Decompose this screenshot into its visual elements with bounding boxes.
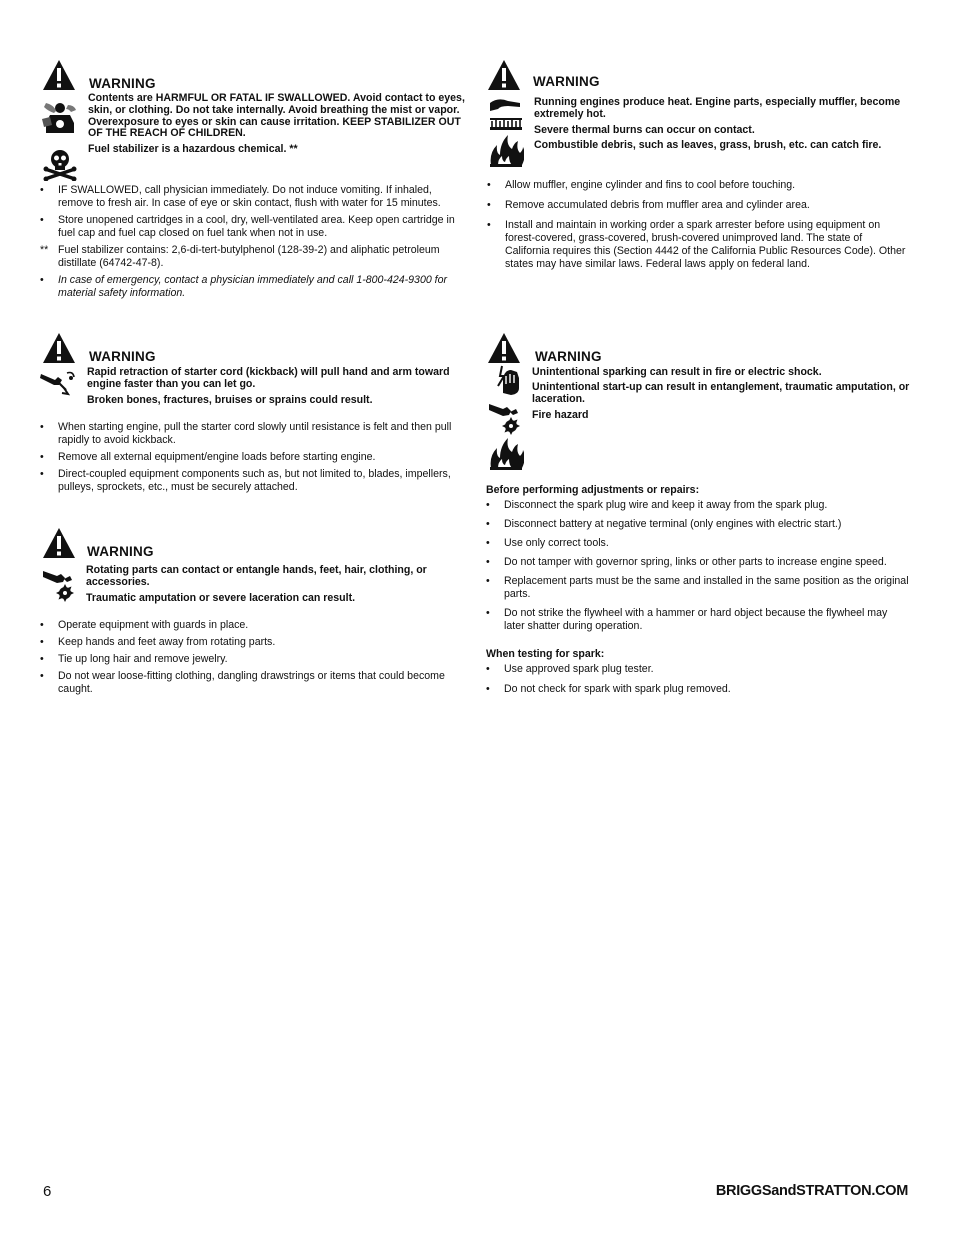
bullet-list bbox=[40, 184, 470, 304]
warning-block-kickback bbox=[40, 332, 470, 502]
warning-triangle-icon bbox=[487, 59, 521, 91]
warning-triangle-icon bbox=[42, 59, 76, 91]
warning-block-sparking bbox=[486, 332, 912, 712]
bullet-list bbox=[40, 619, 470, 700]
skull-crossbones-icon bbox=[42, 145, 78, 181]
warning-text: Contents are HARMFUL OR FATAL IF SWALLOWED. Avoid contact to eyes, skin, or clothing. Do not take internally. Avoid breathing the mist or vapor. Overexposure to eyes or skin can cause irritation. KEEP STABILIZER OUT OF THE REACH OF CHILDREN. bbox=[88, 92, 465, 140]
chemical-hazard-icon bbox=[40, 99, 80, 135]
warning-title: WARNING bbox=[89, 349, 156, 364]
rotating-parts-icon bbox=[42, 567, 78, 603]
entanglement-icon bbox=[488, 400, 524, 436]
warning-text: Unintentional start-up can result in entanglement, traumatic amputation, or laceration. bbox=[532, 381, 910, 405]
list-item: • Do not tamper with governor spring, links or other parts to increase engine speed. bbox=[486, 556, 887, 568]
bullet-list bbox=[486, 499, 910, 637]
list-item: • In case of emergency, contact a physician immediately and call 1-800-424-9300 for material safety information. bbox=[40, 274, 448, 299]
warning-block-rotating bbox=[40, 527, 470, 702]
warning-title: WARNING bbox=[89, 76, 156, 91]
warning-block-heat bbox=[487, 59, 912, 279]
bullet-list bbox=[487, 179, 907, 275]
list-item: • Remove all external equipment/engine loads before starting engine. bbox=[40, 451, 376, 463]
page-number: 6 bbox=[43, 1183, 52, 1200]
kickback-hand-icon bbox=[40, 368, 76, 398]
warning-block-swallow bbox=[40, 59, 470, 309]
list-item: • Install and maintain in working order a spark arrester before using equipment on forest-covered, grass-covered, brush-covered unimproved land. The state of California requires this (Section 4442 of the California Public Resources Code). Other states may have similar laws. Federal laws apply on federal land. bbox=[487, 219, 906, 270]
list-item: • IF SWALLOWED, call physician immediately. Do not induce vomiting. If inhaled, remove to fresh air. In case of eye or skin contact, flush with water for 15 minutes. bbox=[40, 184, 441, 209]
list-item: • Use only correct tools. bbox=[486, 537, 609, 549]
hot-surface-icon bbox=[488, 97, 524, 131]
list-item: • Remove accumulated debris from muffler area and cylinder area. bbox=[487, 199, 810, 211]
bullet-list bbox=[486, 663, 910, 700]
warning-text: Running engines produce heat. Engine parts, especially muffler, become extremely hot. bbox=[534, 96, 901, 120]
list-item: • Use approved spark plug tester. bbox=[486, 663, 654, 675]
list-item: • Do not strike the flywheel with a hammer or hard object because the flywheel may later shatter during operation. bbox=[486, 607, 888, 632]
list-item: ** Fuel stabilizer contains: 2,6-di-tert-butylphenol (128-39-2) and aliphatic petroleum distillate (64742-47-8). bbox=[40, 244, 440, 269]
fire-icon bbox=[488, 133, 524, 167]
list-item: • Tie up long hair and remove jewelry. bbox=[40, 653, 228, 665]
fire-icon bbox=[488, 436, 524, 470]
list-item: • Replacement parts must be the same and installed in the same position as the original parts. bbox=[486, 575, 909, 600]
warning-text: Rotating parts can contact or entangle hands, feet, hair, clothing, or accessories. bbox=[86, 564, 427, 588]
section-subheading: Before performing adjustments or repairs: bbox=[486, 484, 700, 496]
warning-text: Traumatic amputation or severe laceration can result. bbox=[86, 592, 356, 604]
list-item: • Allow muffler, engine cylinder and fins to cool before touching. bbox=[487, 179, 796, 191]
list-item: • When starting engine, pull the starter cord slowly until resistance is felt and then pull rapidly to avoid kickback. bbox=[40, 421, 452, 446]
warning-text: Unintentional sparking can result in fire or electric shock. bbox=[532, 366, 822, 378]
electric-shock-icon bbox=[490, 364, 522, 396]
list-item: • Direct-coupled equipment components such as, but not limited to, blades, impellers, pulleys, sprockets, etc., must be securely attached. bbox=[40, 468, 451, 493]
section-subheading: When testing for spark: bbox=[486, 648, 605, 660]
warning-title: WARNING bbox=[87, 544, 154, 559]
warning-triangle-icon bbox=[487, 332, 521, 364]
list-item: • Keep hands and feet away from rotating parts. bbox=[40, 636, 276, 648]
warning-text: Broken bones, fractures, bruises or sprains could result. bbox=[87, 394, 373, 406]
list-item: • Disconnect the spark plug wire and keep it away from the spark plug. bbox=[486, 499, 828, 511]
warning-title: WARNING bbox=[535, 349, 602, 364]
website-brand: BRIGGSandSTRATTON.COM bbox=[715, 1183, 908, 1199]
list-item: • Disconnect battery at negative terminal (only engines with electric start.) bbox=[486, 518, 842, 530]
warning-text: Fuel stabilizer is a hazardous chemical. ** bbox=[88, 143, 298, 155]
bullet-list bbox=[40, 421, 470, 498]
warning-text: Fire hazard bbox=[532, 409, 589, 421]
warning-title: WARNING bbox=[533, 74, 600, 89]
list-item: • Do not wear loose-fitting clothing, dangling drawstrings or items that could become caught. bbox=[40, 670, 445, 695]
warning-triangle-icon bbox=[42, 332, 76, 364]
list-item: • Operate equipment with guards in place. bbox=[40, 619, 249, 631]
warning-triangle-icon bbox=[42, 527, 76, 559]
warning-text: Combustible debris, such as leaves, grass, brush, etc. can catch fire. bbox=[534, 139, 882, 151]
warning-text: Severe thermal burns can occur on contact. bbox=[534, 124, 755, 136]
warning-text: Rapid retraction of starter cord (kickback) will pull hand and arm toward engine faster than you can let go. bbox=[87, 366, 450, 390]
list-item: • Store unopened cartridges in a cool, dry, well-ventilated area. Keep open cartridge in fuel cap and fuel cap closed on fuel tank when not in use. bbox=[40, 214, 455, 239]
list-item: • Do not check for spark with spark plug removed. bbox=[486, 683, 731, 695]
